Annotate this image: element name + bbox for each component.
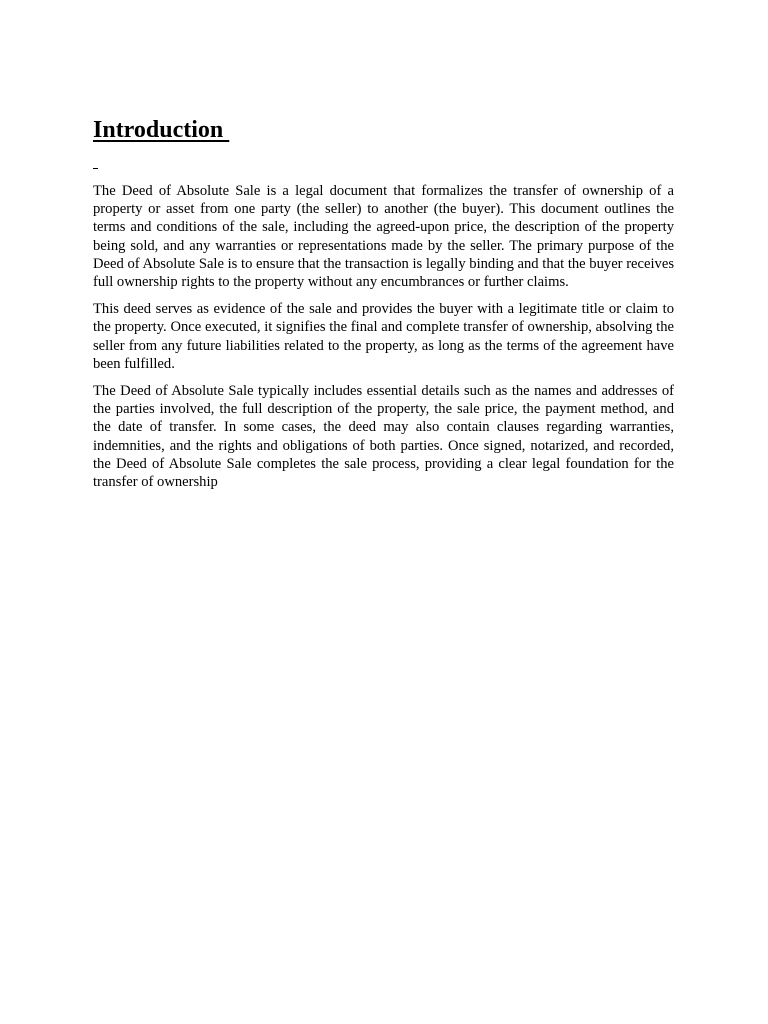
empty-line-marker (93, 154, 674, 174)
underline-mark (93, 168, 98, 169)
document-body (93, 114, 674, 500)
section-heading: Introduction (93, 117, 230, 143)
paragraph-1: The Deed of Absolute Sale is a legal document that formalizes the transfer of ownership of a property or asset from one party (the seller) to another (the buyer). This document outlines the terms and conditions of the sale, including the agreed-upon price, the description of the property being sold, and any warranties or representations made by the seller. The primary purpose of the Deed of Absolute Sale is to ensure that the transaction is legally binding and that the buyer receives full ownership rights to the property without any encumbrances or further claims. (93, 183, 674, 291)
paragraph-3: The Deed of Absolute Sale typically includes essential details such as the names and addresses of the parties involved, the full description of the property, the sale price, the payment method, and the date of transfer. In some cases, the deed may also contain clauses regarding warranties, indemnities, and the rights and obligations of both parties. Once signed, notarized, and recorded, the Deed of Absolute Sale completes the sale process, providing a clear legal foundation for the transfer of ownership (93, 383, 674, 491)
paragraph-2: This deed serves as evidence of the sale and provides the buyer with a legitimate title or claim to the property. Once executed, it signifies the final and complete transfer of ownership, absolving the seller from any future liabilities related to the property, as long as the terms of the agreement have been fulfilled. (93, 301, 674, 372)
